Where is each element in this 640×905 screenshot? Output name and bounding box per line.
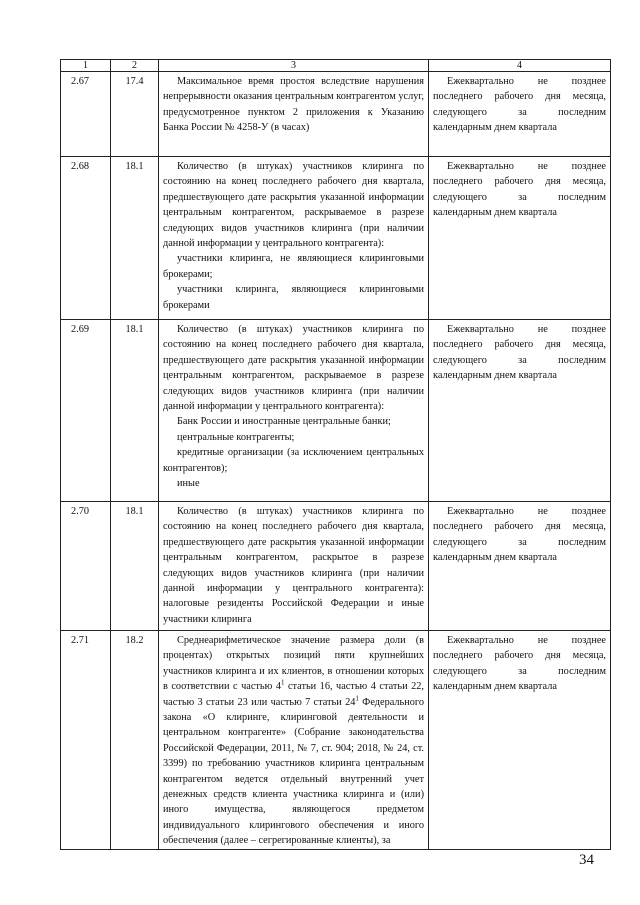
period-text: Ежеквартально не позднее последнего рабочего дня месяца, следующего за последним календарным днем квартала: [433, 324, 606, 382]
description-item: участники клиринга, являющиеся клиринговыми брокерами: [163, 284, 424, 311]
description-text-part: Среднеарифметическое значение размера доли (в процентах) открытых позиций пяти крупнейших участников клиринга и их клиентов, в отношении которых в соответствии с частью 4: [163, 635, 424, 693]
row-code: 18.1: [111, 320, 159, 502]
header-col-4: 4: [429, 60, 611, 72]
period-text: Ежеквартально не позднее последнего рабочего дня месяца, следующего за последним календарным днем квартала: [433, 506, 606, 564]
row-number: 2.68: [61, 157, 111, 320]
table-row: [61, 631, 611, 850]
regulation-table: [60, 59, 611, 850]
row-description: [159, 320, 429, 502]
row-number: 2.70: [61, 502, 111, 631]
table-row: [61, 502, 611, 631]
row-description: [159, 631, 429, 850]
row-code: 18.1: [111, 502, 159, 631]
row-number: 2.71: [61, 631, 111, 850]
row-description: [159, 502, 429, 631]
description-item: участники клиринга, не являющиеся клиринговыми брокерами;: [163, 253, 424, 280]
row-period: [429, 631, 611, 850]
description-item: кредитные организации (за исключением центральных контрагентов);: [163, 447, 424, 474]
page-number: 34: [579, 852, 594, 868]
superscript: 1: [280, 678, 285, 687]
row-period: [429, 320, 611, 502]
period-text: Ежеквартально не позднее последнего рабочего дня месяца, следующего за последним календарным днем квартала: [433, 76, 606, 134]
row-description: [159, 157, 429, 320]
row-code: 18.2: [111, 631, 159, 850]
row-period: [429, 72, 611, 157]
description-item: иные: [177, 478, 200, 490]
table-row: [61, 157, 611, 320]
row-code: 17.4: [111, 72, 159, 157]
header-col-2: 2: [111, 60, 159, 72]
row-code: 18.1: [111, 157, 159, 320]
superscript: 1: [355, 694, 359, 703]
table-row: [61, 72, 611, 157]
description-item: Банк России и иностранные центральные банки;: [177, 416, 391, 428]
row-number: 2.67: [61, 72, 111, 157]
description-text: Максимальное время простоя вследствие нарушения непрерывности оказания центральным контрагентом услуг, предусмотренное пунктом 2 приложения к Указанию Банка России № 4258-У (в часах): [163, 76, 424, 134]
period-text: Ежеквартально не позднее последнего рабочего дня месяца, следующего за последним календарным днем квартала: [433, 635, 606, 693]
header-col-3: 3: [159, 60, 429, 72]
row-description: [159, 72, 429, 157]
description-text: Количество (в штуках) участников клиринга по состоянию на конец последнего рабочего дня квартала, предшествующего дате раскрытия указанной информации центральным контрагентом, раскрываемое в разрезе следующих видов участников клиринга (при наличии данной информации у центрального контрагента):: [163, 161, 424, 250]
row-period: [429, 157, 611, 320]
description-text: Количество (в штуках) участников клиринга по состоянию на конец последнего рабочего дня квартала, предшествующего дате раскрытия указанной информации центральным контрагентом, раскрываемое в разрезе следующих видов участников клиринга (при наличии данной информации у центрального контрагента):: [163, 324, 424, 413]
description-text-part: Федерального закона «О клиринге, клиринговой деятельности и центральном контрагенте» (Собрание законодательства Российской Федерации, 2011, № 7, ст. 904; 2018, № 24, ст. 3399) по требованию участников клиринга центральным контрагентом ведется отдельный внутренний учет денежных средств клиента участника клиринга и (или) иного имущества, являющегося предметом индивидуального клирингового обеспечения и иного обеспечения (далее – сегрегированные клиенты), за: [163, 696, 424, 847]
row-number: 2.69: [61, 320, 111, 502]
table-row: [61, 320, 611, 502]
description-text: [163, 633, 424, 849]
table-header-row: [61, 60, 611, 72]
description-item: центральные контрагенты;: [177, 431, 295, 443]
row-period: [429, 502, 611, 631]
description-text-part: статьи 16, частью 4 статьи 22, частью 3 статьи 23 или частью 7 статьи 24: [163, 681, 424, 708]
description-text: Количество (в штуках) участников клиринга по состоянию на конец последнего рабочего дня квартала, предшествующего дате раскрытия указанной информации центральным контрагентом, раскрытое в разрезе следующих видов участников клиринга (при наличии данной информации у центрального контрагента): налоговые резиденты Российской Федерации и иные участники клиринга: [163, 506, 424, 625]
period-text: Ежеквартально не позднее последнего рабочего дня месяца, следующего за последним календарным днем квартала: [433, 161, 606, 219]
header-col-1: 1: [61, 60, 111, 72]
